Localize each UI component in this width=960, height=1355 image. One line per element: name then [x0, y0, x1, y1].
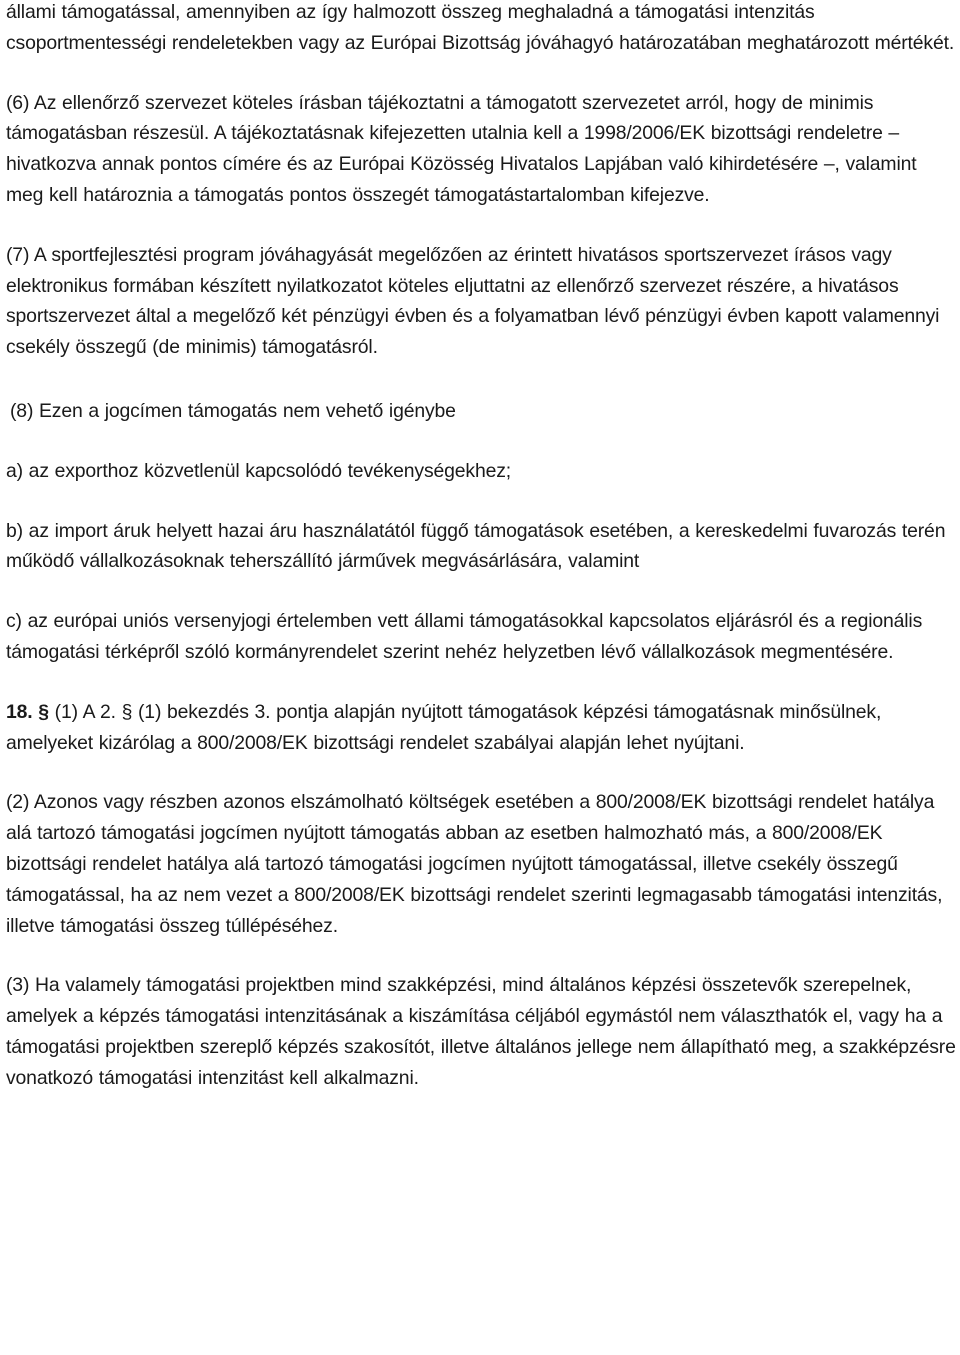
section-number: 18. [6, 700, 33, 723]
section-18-text: (1) A 2. § (1) bekezdés 3. pontja alapján nyújtott támogatások képzési támogatásnak minősülnek, amelyeket kizárólag a 800/2008/EK bizottsági rendelet szabályai alapján lehet nyújtani. [6, 700, 882, 754]
section-sign: § [38, 700, 49, 723]
section-18-paragraph-3: (3) Ha valamely támogatási projektben mind szakképzési, mind általános képzési összetevők szerepelnek, amelyek a képzés támogatási intenzitásának a kiszámítása céljából egymástól nem választhatók el, vagy ha a támogatási projektben szereplő képzés szakosítót, illetve általános jellege nem állapítható meg, a szakképzésre vonatkozó támogatási intenzitást kell alkalmazni. [6, 974, 956, 1089]
paragraph-8a: a) az exporthoz közvetlenül kapcsolódó tevékenységekhez; [6, 459, 512, 482]
section-18-paragraph-2: (2) Azonos vagy részben azonos elszámolható költségek esetében a 800/2008/EK bizottsági rendelet hatálya alá tartozó támogatási jogcímen nyújtott támogatás abban az esetben halmozható más, a 800/2008/EK bizottsági rendelet hatálya alá tartozó támogatási jogcímen nyújtott támogatással, illetve csekély összegű támogatással, ha az nem vezet a 800/2008/EK bizottsági rendelet szerinti legmagasabb támogatási intenzitás, illetve támogatási összeg túllépéséhez. [6, 791, 943, 937]
paragraph-intro: állami támogatással, amennyiben az így halmozott összeg meghaladná a támogatási intenzitás csoportmentességi rendeletekben vagy az Európai Bizottság jóváhagyó határozatában meghatározott mértékét. [6, 1, 955, 54]
paragraph-7: (7) A sportfejlesztési program jóváhagyását megelőzően az érintett hivatásos sportszervezet írásos vagy elektronikus formában készített nyilatkozatot köteles eljuttatni az ellenőrző szervezet részére, a hivatásos sportszervezet által a megelőző két pénzügyi évben és a folyamatban lévő pénzügyi évben kapott valamennyi csekély összegű (de minimis) támogatásról. [6, 243, 940, 359]
document-page [6, 0, 958, 1094]
paragraph-8b: b) az import áruk helyett hazai áru használatától függő támogatások esetében, a kereskedelmi fuvarozás terén működő vállalkozásoknak teherszállító járművek megvásárlására, valamint [6, 519, 946, 573]
paragraph-8: (8) Ezen a jogcímen támogatás nem vehető igénybe [10, 399, 456, 422]
paragraph-6: (6) Az ellenőrző szervezet köteles írásban tájékoztatni a támogatott szervezetet arról, hogy de minimis támogatásban részesül. A tájékoztatásnak kifejezetten utalnia kell a 1998/2006/EK bizottsági rendeletre – hivatkozva annak pontos címére és az Európai Közösség Hivatalos Lapjában való kihirdetésére –, valamint meg kell határoznia a támogatás pontos összegét támogatástartalomban kifejezve. [6, 91, 917, 206]
paragraph-8c: c) az európai uniós versenyjogi értelemben vett állami támogatásokkal kapcsolatos eljárásról és a regionális támogatási térképről szóló kormányrendelet szerint nehéz helyzetben lévő vállalkozások megmentésére. [6, 610, 923, 663]
section-18-paragraph-1 [6, 697, 958, 759]
